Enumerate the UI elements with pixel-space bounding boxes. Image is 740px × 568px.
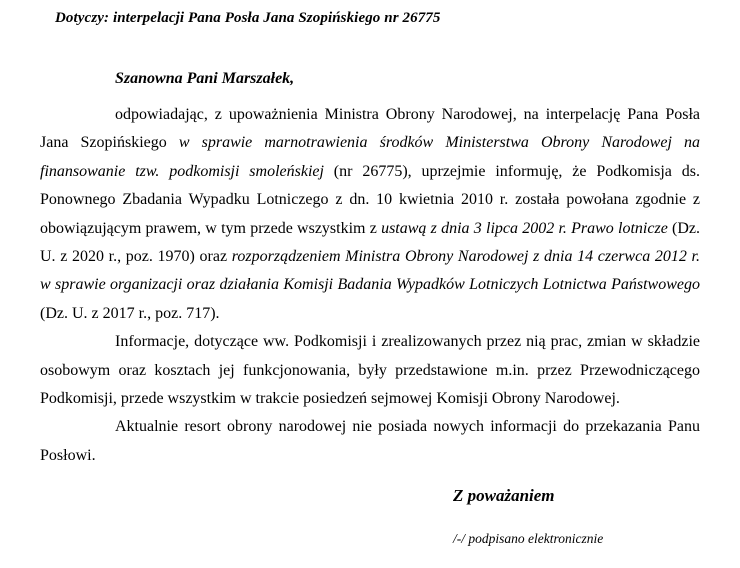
italic-text-run: ustawą z dnia 3 lipca 2002 r. Prawo lotnicze — [381, 219, 668, 237]
salutation: Szanowna Pani Marszałek, — [115, 70, 295, 87]
closing-phrase: Z poważaniem — [453, 486, 555, 505]
italic-text-run: w sprawie marnotrawienia środków Ministerstwa Obrony Narodowej na finansowanie tzw. podkomisji smoleńskiej — [40, 134, 700, 180]
letter-body — [40, 101, 700, 470]
text-run: (Dz. U. z 2017 r., poz. 717). — [40, 304, 220, 322]
subject-line: Dotyczy: interpelacji Pana Posła Jana Szopińskiego nr 26775 — [55, 10, 441, 26]
text-run: (Dz. U. z 2020 r., poz. 1970) oraz — [40, 219, 701, 266]
text-run: Aktualnie resort obrony narodowej nie posiada nowych informacji do przekazania Panu Posłowi. — [40, 418, 700, 464]
text-run: odpowiadając, z upoważnienia Ministra Obrony Narodowej, na interpelację Pana Posła Jana Szopińskiego — [40, 106, 700, 152]
text-run: Informacje, dotyczące ww. Podkomisji i zrealizowanych przez nią prac, zmian w składzie osobowym oraz kosztach jej funkcjonowania, były przedstawione m.in. przez Przewodniczącego Podkomisji, przede wszystkim w trakcie posiedzeń sejmowej Komisji Obrony Narodowej. — [40, 333, 700, 408]
paragraph — [40, 328, 700, 413]
signature-note: /-/ podpisano elektronicznie — [453, 531, 604, 546]
paragraph — [40, 413, 700, 470]
paragraph — [40, 101, 700, 328]
italic-text-run: rozporządzeniem Ministra Obrony Narodowej z dnia 14 czerwca 2012 r. w sprawie organizacji oraz działania Komisji Badania Wypadków Lotniczych Lotnictwa Państwowego — [40, 248, 700, 294]
text-run: (nr 26775), uprzejmie informuję, że Podkomisja ds. Ponownego Zbadania Wypadku Lotniczego z dn. 10 kwietnia 2010 r. została powołana zgodnie z obowiązującym prawem, w tym przede wszystkim z — [40, 162, 700, 237]
closing-block — [453, 486, 603, 547]
